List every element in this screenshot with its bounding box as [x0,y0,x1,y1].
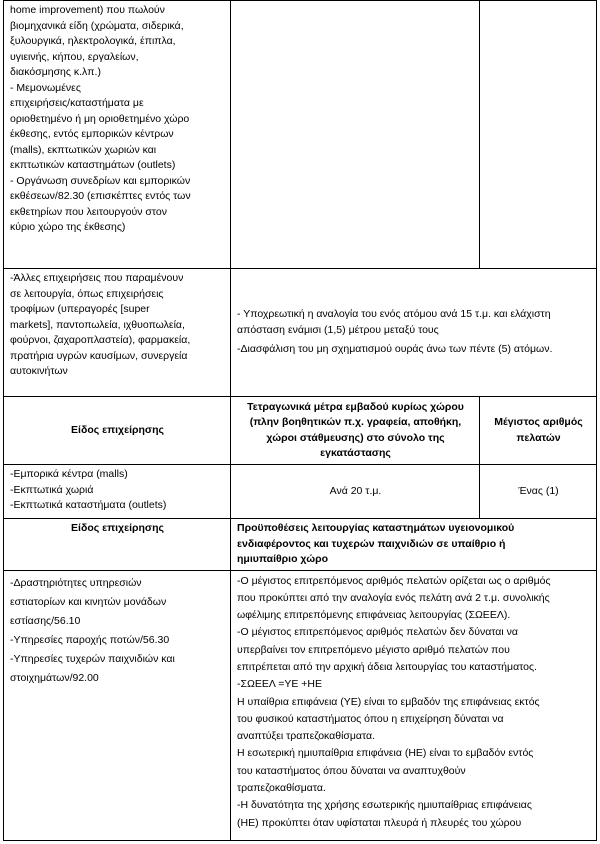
text-line: Προϋποθέσεις λειτουργίας καταστημάτων υγειονομικού [237,522,515,534]
text-line: έκθεσης, εντός εμπορικών κέντρων [10,128,174,140]
text-line: αυτοκινήτων [10,365,68,377]
text-line: (πλην βοηθητικών π.χ. γραφεία, αποθήκη, [249,416,462,428]
text-line: χώροι στάθμευσης) στο σύνολο της [266,431,445,444]
text-line: εκπτωτικών καταστημάτων (outlets) [10,159,176,171]
text-line: του φυσικού καταστήματος όπου η επιχείρηση δύναται να [237,712,504,725]
text-line: - Υποχρεωτική η αναλογία του ενός ατόμου ανά 15 τ.μ. και ελάχιστη [237,308,551,321]
text-line: -ΣΩΕΕΛ =ΥΕ +ΗΕ [237,678,322,691]
text-line: -Εκπτωτικά καταστήματα (outlets) [10,499,167,511]
text-line: -Η δυνατότητα της χρήσης εσωτερικής ημιυπαίθριας επιφάνειας [237,799,532,812]
text-line: αναπτύξει τραπεζοκαθίσματα. [237,730,375,743]
text-line: επιτρέπεται από την αρχική άδεια λειτουργίας του καταστήματος. [237,660,537,673]
text-line: ημιυπαίθριο χώρο [237,553,329,565]
text-line: -Εκπτωτικά χωριά [10,483,94,496]
business-type-cell [4,269,231,397]
table-row [4,465,597,519]
area-cell [231,1,480,269]
text-line: -Δραστηριότητες υπηρεσιών [10,576,142,589]
text-line: Η υπαίθρια επιφάνεια (ΥΕ) είναι το εμβαδόν της επιφάνειας εκτός [237,695,540,708]
text-line: εκθετηρίων που λειτουργούν στον [10,205,167,218]
text-line: ωφέλιμης επιτρεπόμενης επιφάνειας λειτουργίας (ΣΩΕΕΛ). [237,609,511,622]
text-line: τραπεζοκαθίσματα. [237,782,326,795]
text-line: -Υπηρεσίες τυχερών παιχνιδιών και [10,652,175,665]
text-line: υγιεινής, κήπου, εργαλείων, [10,50,139,63]
text-line: Μέγιστος αριθμός [494,416,583,428]
text-line: υπερβαίνει τον επιτρεπόμενο μέγιστο αριθμό πελατών που [237,643,510,656]
text-line: εγκατάστασης [320,447,391,459]
header-area [231,397,480,465]
text-line: -Εμπορικά κέντρα (malls) [10,468,128,480]
table-row [4,1,597,269]
table-header-row [4,519,597,571]
header-max-customers [480,397,597,465]
text-line: του καταστήματος όπου δύναται να αναπτυχθούν [237,764,466,777]
text-line: πρατήρια υγρών καυσίμων, συνεργεία [10,349,188,362]
text-line: -Διασφάλιση του μη σχηματισμού ουράς άνω των πέντε (5) ατόμων. [237,343,553,356]
text-line: σε λειτουργία, όπως επιχειρήσεις [10,287,164,300]
business-type-cell [4,1,231,269]
text-line: Η εσωτερική ημιυπαίθρια επιφάνεια (ΗΕ) είναι το εμβαδόν εντός [237,747,534,760]
table-row [4,570,597,840]
conditions-cell [231,570,597,840]
text-line: εκθέσεων/82.30 (επισκέπτες εντός των [10,190,191,202]
text-line: τροφίμων (υπεραγορές [super [10,303,150,315]
table-row [4,269,597,397]
max-customers-cell [480,1,597,269]
text-line: φούρνοι, ζαχαροπλαστεία), φαρμακεία, [10,334,191,346]
table-header-row [4,397,597,465]
text-line: -Ο μέγιστος επιτρεπόμενος αριθμός πελατών δεν δύναται να [237,626,518,639]
text-line: ενδιαφέροντος και τυχερών παιχνιδιών σε υπαίθριο ή [237,537,506,550]
text-line: οριοθετημένο ή μη οριοθετημένο χώρο [10,112,190,125]
text-line: εστιατορίων και κινητών μονάδων [10,595,167,608]
text-line: - Μεμονωμένες [10,81,81,94]
text-line: -Άλλες επιχειρήσεις που παραμένουν [10,272,184,284]
text-line: βιομηχανικά είδη (χρώματα, σιδερικά, [10,19,184,32]
conditions-cell [231,269,597,397]
text-line: Τετραγωνικά μέτρα εμβαδού κυρίως χώρου [247,400,464,413]
text-line: markets], παντοπωλεία, ιχθυοπωλεία, [10,318,185,331]
max-customers-cell: Ένας (1) [480,465,597,519]
text-line: επιχειρήσεις/καταστήματα με [10,97,144,109]
header-conditions [231,519,597,571]
business-type-cell [4,570,231,840]
text-line: (ΗΕ) προκύπτει όταν υφίσταται πλευρά ή πλευρές του χώρου [237,816,522,829]
text-line: - Οργάνωση συνεδρίων και εμπορικών [10,174,191,187]
text-line: -Ο μέγιστος επιτρεπόμενος αριθμός πελατών ορίζεται ως ο αριθμός [237,574,551,587]
area-cell: Ανά 20 τ.μ. [231,465,480,519]
header-business-type: Είδος επιχείρησης [4,519,231,571]
text-line: ξυλουργικά, ηλεκτρολογικά, έπιπλα, [10,35,176,47]
text-line: διακόσμησης κ.λπ.) [10,66,101,78]
text-line: που προκύπτει από την αναλογία ενός πελάτη ανά 2 τ.μ. συνολικής [237,591,550,604]
text-line: κύριο χώρο της έκθεσης) [10,221,126,233]
text-line: πελατών [516,431,561,444]
text-line: home improvement) που πωλούν [10,4,165,16]
header-business-type: Είδος επιχείρησης [4,397,231,465]
text-line: -Υπηρεσίες παροχής ποτών/56.30 [10,633,170,646]
text-line: εστίασης/56.10 [10,614,81,627]
text-line: (malls), εκπτωτικών χωριών και [10,143,157,156]
regulations-table [3,0,597,841]
text-line: απόσταση ενάμισι (1,5) μέτρου μεταξύ τους [237,323,439,336]
business-type-cell [4,465,231,519]
text-line: στοιχημάτων/92.00 [10,671,99,684]
